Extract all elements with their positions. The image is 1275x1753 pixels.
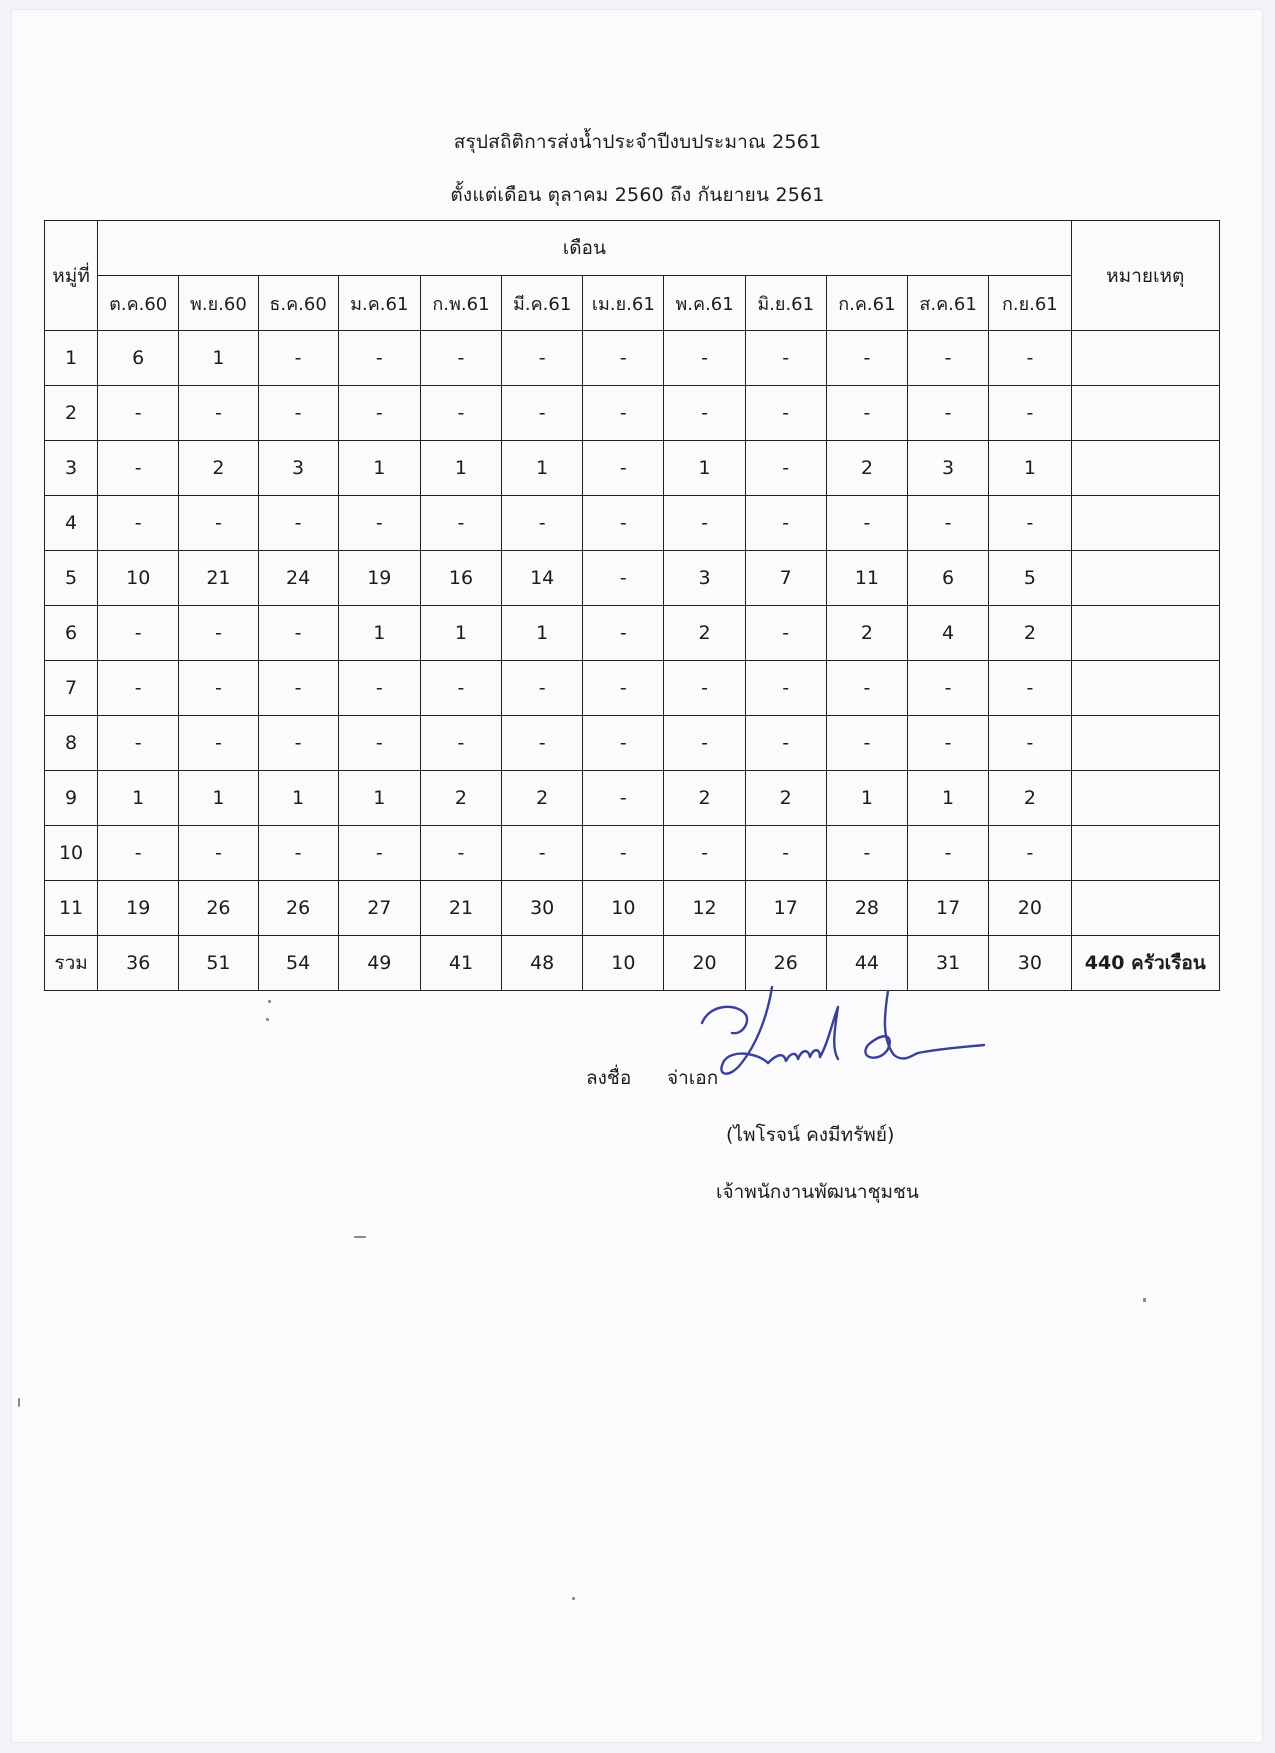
month-group-header: เดือน	[98, 221, 1071, 276]
count-cell: -	[826, 496, 907, 551]
count-cell: 17	[745, 881, 826, 936]
signer-name: (ไพโรจน์ คงมีทรัพย์)	[726, 1124, 895, 1146]
remark-cell	[1071, 716, 1219, 771]
table-row	[45, 771, 1220, 826]
total-row	[45, 936, 1220, 991]
count-cell: 19	[98, 881, 179, 936]
total-cell: 44	[826, 936, 907, 991]
village-cell: 3	[45, 441, 98, 496]
count-cell: -	[338, 716, 420, 771]
village-cell: 1	[45, 331, 98, 386]
count-cell: -	[179, 386, 258, 441]
count-cell: 2	[664, 606, 745, 661]
count-cell: -	[258, 826, 338, 881]
count-cell: 3	[258, 441, 338, 496]
count-cell: 20	[989, 881, 1071, 936]
total-cell: 31	[908, 936, 989, 991]
count-cell: -	[420, 826, 501, 881]
count-cell: -	[338, 496, 420, 551]
count-cell: 1	[338, 606, 420, 661]
count-cell: 1	[258, 771, 338, 826]
count-cell: 28	[826, 881, 907, 936]
count-cell: -	[583, 441, 664, 496]
count-cell: 2	[826, 606, 907, 661]
table-row	[45, 331, 1220, 386]
count-cell: 2	[502, 771, 583, 826]
count-cell: -	[583, 771, 664, 826]
month-header: ก.ย.61	[989, 276, 1071, 331]
count-cell: -	[826, 716, 907, 771]
total-cell: 36	[98, 936, 179, 991]
count-cell: -	[338, 661, 420, 716]
table-row	[45, 826, 1220, 881]
count-cell: -	[989, 661, 1071, 716]
remark-cell	[1071, 771, 1219, 826]
total-cell: 30	[989, 936, 1071, 991]
count-cell: 24	[258, 551, 338, 606]
remark-cell	[1071, 826, 1219, 881]
total-cell: 54	[258, 936, 338, 991]
count-cell: -	[908, 331, 989, 386]
count-cell: 1	[179, 331, 258, 386]
month-header: พ.ค.61	[664, 276, 745, 331]
count-cell: 2	[179, 441, 258, 496]
remark-header: หมายเหตุ	[1071, 221, 1219, 331]
remark-cell	[1071, 881, 1219, 936]
total-cell: 26	[745, 936, 826, 991]
count-cell: -	[98, 826, 179, 881]
count-cell: -	[420, 331, 501, 386]
count-cell: 21	[420, 881, 501, 936]
count-cell: -	[338, 331, 420, 386]
count-cell: -	[745, 716, 826, 771]
total-cell: 48	[502, 936, 583, 991]
village-header: หมู่ที่	[45, 221, 98, 331]
document-title: สรุปสถิติการส่งน้ำประจำปีงบประมาณ 2561	[453, 131, 822, 153]
month-header: ธ.ค.60	[258, 276, 338, 331]
count-cell: -	[745, 661, 826, 716]
count-cell: 17	[908, 881, 989, 936]
month-header: ก.ค.61	[826, 276, 907, 331]
table-row	[45, 661, 1220, 716]
count-cell: -	[664, 331, 745, 386]
table-row	[45, 881, 1220, 936]
count-cell: -	[179, 496, 258, 551]
count-cell: 1	[338, 441, 420, 496]
count-cell: 5	[989, 551, 1071, 606]
count-cell: -	[98, 661, 179, 716]
remark-cell	[1071, 496, 1219, 551]
count-cell: -	[502, 496, 583, 551]
count-cell: 1	[98, 771, 179, 826]
month-header: มี.ค.61	[502, 276, 583, 331]
table-row	[45, 496, 1220, 551]
count-cell: 2	[745, 771, 826, 826]
count-cell: -	[179, 826, 258, 881]
month-header: ต.ค.60	[98, 276, 179, 331]
count-cell: -	[179, 661, 258, 716]
count-cell: -	[502, 826, 583, 881]
count-cell: -	[502, 386, 583, 441]
count-cell: 1	[420, 441, 501, 496]
count-cell: 14	[502, 551, 583, 606]
count-cell: 7	[745, 551, 826, 606]
count-cell: 1	[989, 441, 1071, 496]
count-cell: -	[583, 661, 664, 716]
count-cell: 4	[908, 606, 989, 661]
total-cell: 41	[420, 936, 501, 991]
count-cell: 1	[420, 606, 501, 661]
scan-speck	[354, 1236, 366, 1238]
count-cell: -	[989, 826, 1071, 881]
village-cell: 2	[45, 386, 98, 441]
count-cell: 1	[826, 771, 907, 826]
total-cell: 10	[583, 936, 664, 991]
count-cell: -	[583, 826, 664, 881]
count-cell: -	[179, 606, 258, 661]
count-cell: -	[583, 716, 664, 771]
count-cell: -	[258, 716, 338, 771]
remark-cell	[1071, 606, 1219, 661]
remark-cell	[1071, 661, 1219, 716]
count-cell: -	[908, 496, 989, 551]
count-cell: 19	[338, 551, 420, 606]
count-cell: 21	[179, 551, 258, 606]
count-cell: 1	[502, 606, 583, 661]
month-header: มิ.ย.61	[745, 276, 826, 331]
count-cell: -	[989, 716, 1071, 771]
village-cell: 5	[45, 551, 98, 606]
signature-label: ลงชื่อ	[586, 1067, 632, 1089]
count-cell: 6	[98, 331, 179, 386]
village-cell: 11	[45, 881, 98, 936]
count-cell: 1	[502, 441, 583, 496]
count-cell: -	[420, 716, 501, 771]
water-delivery-table	[44, 220, 1220, 991]
count-cell: -	[826, 661, 907, 716]
count-cell: -	[98, 386, 179, 441]
count-cell: 2	[420, 771, 501, 826]
count-cell: -	[826, 331, 907, 386]
total-label: รวม	[45, 936, 98, 991]
table-row	[45, 441, 1220, 496]
count-cell: -	[98, 441, 179, 496]
count-cell: -	[745, 331, 826, 386]
count-cell: -	[989, 496, 1071, 551]
scan-speck	[572, 1597, 575, 1600]
count-cell: -	[664, 496, 745, 551]
count-cell: -	[420, 386, 501, 441]
count-cell: -	[908, 386, 989, 441]
scan-speck	[266, 1018, 269, 1021]
village-cell: 6	[45, 606, 98, 661]
count-cell: 2	[989, 606, 1071, 661]
table-row	[45, 606, 1220, 661]
count-cell: -	[502, 661, 583, 716]
count-cell: -	[98, 606, 179, 661]
count-cell: -	[745, 441, 826, 496]
village-cell: 10	[45, 826, 98, 881]
count-cell: -	[908, 826, 989, 881]
remark-cell	[1071, 331, 1219, 386]
count-cell: -	[745, 386, 826, 441]
count-cell: 10	[98, 551, 179, 606]
count-cell: -	[98, 496, 179, 551]
remark-cell	[1071, 441, 1219, 496]
count-cell: -	[258, 496, 338, 551]
remark-cell	[1071, 386, 1219, 441]
count-cell: -	[664, 826, 745, 881]
month-header: เม.ย.61	[583, 276, 664, 331]
count-cell: -	[989, 331, 1071, 386]
count-cell: -	[583, 331, 664, 386]
count-cell: 1	[908, 771, 989, 826]
count-cell: -	[664, 386, 745, 441]
count-cell: -	[583, 386, 664, 441]
document-subtitle: ตั้งแต่เดือน ตุลาคม 2560 ถึง กันยายน 2561	[450, 184, 825, 206]
count-cell: 12	[664, 881, 745, 936]
count-cell: 26	[179, 881, 258, 936]
count-cell: -	[745, 826, 826, 881]
count-cell: -	[258, 661, 338, 716]
count-cell: -	[583, 496, 664, 551]
table-row	[45, 551, 1220, 606]
count-cell: 27	[338, 881, 420, 936]
count-cell: -	[258, 606, 338, 661]
table-body	[45, 331, 1220, 991]
count-cell: 3	[664, 551, 745, 606]
total-cell: 20	[664, 936, 745, 991]
month-header-row	[45, 276, 1220, 331]
count-cell: -	[338, 386, 420, 441]
remark-cell	[1071, 551, 1219, 606]
count-cell: -	[258, 386, 338, 441]
month-header: พ.ย.60	[179, 276, 258, 331]
count-cell: -	[502, 331, 583, 386]
count-cell: -	[745, 496, 826, 551]
count-cell: 10	[583, 881, 664, 936]
count-cell: -	[420, 661, 501, 716]
handwritten-signature	[698, 983, 988, 1093]
count-cell: 11	[826, 551, 907, 606]
count-cell: 1	[179, 771, 258, 826]
count-cell: -	[179, 716, 258, 771]
total-cell: 49	[338, 936, 420, 991]
month-header: ม.ค.61	[338, 276, 420, 331]
month-header: ก.พ.61	[420, 276, 501, 331]
count-cell: -	[502, 716, 583, 771]
count-cell: -	[583, 551, 664, 606]
count-cell: -	[908, 716, 989, 771]
count-cell: -	[989, 386, 1071, 441]
count-cell: 6	[908, 551, 989, 606]
month-header: ส.ค.61	[908, 276, 989, 331]
count-cell: 2	[826, 441, 907, 496]
count-cell: -	[338, 826, 420, 881]
scan-speck	[18, 1398, 20, 1407]
count-cell: 1	[664, 441, 745, 496]
total-cell: 51	[179, 936, 258, 991]
count-cell: -	[826, 386, 907, 441]
count-cell: -	[583, 606, 664, 661]
table-row	[45, 716, 1220, 771]
signer-position: เจ้าพนักงานพัฒนาชุมชน	[716, 1181, 919, 1203]
count-cell: -	[98, 716, 179, 771]
scan-speck	[1143, 1298, 1146, 1302]
count-cell: -	[908, 661, 989, 716]
table-row	[45, 386, 1220, 441]
count-cell: 2	[989, 771, 1071, 826]
count-cell: -	[664, 716, 745, 771]
count-cell: -	[664, 661, 745, 716]
count-cell: -	[258, 331, 338, 386]
count-cell: 1	[338, 771, 420, 826]
count-cell: 26	[258, 881, 338, 936]
total-remark: 440 ครัวเรือน	[1071, 936, 1219, 991]
village-cell: 9	[45, 771, 98, 826]
count-cell: 3	[908, 441, 989, 496]
count-cell: -	[745, 606, 826, 661]
scan-speck	[268, 1000, 271, 1003]
signer-rank: จ่าเอก	[667, 1067, 719, 1089]
village-cell: 4	[45, 496, 98, 551]
count-cell: 30	[502, 881, 583, 936]
village-cell: 7	[45, 661, 98, 716]
count-cell: -	[826, 826, 907, 881]
count-cell: 2	[664, 771, 745, 826]
count-cell: 16	[420, 551, 501, 606]
count-cell: -	[420, 496, 501, 551]
village-cell: 8	[45, 716, 98, 771]
